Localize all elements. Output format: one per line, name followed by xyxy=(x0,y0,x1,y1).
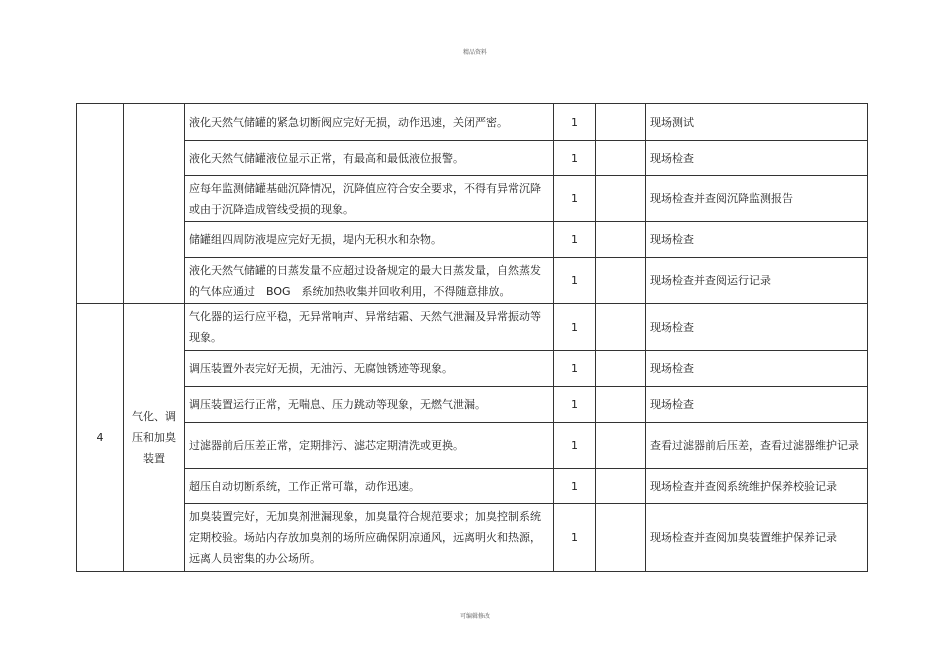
table-row xyxy=(77,176,868,222)
footer-note: 可编辑修改 xyxy=(459,613,490,620)
requirement-cell: 加臭装置完好，无加臭剂泄漏现象，加臭量符合规范要求；加臭控制系统定期校验。场站内存放加臭剂的场所应确保阴凉通风，远离明火和热源，远离人员密集的办公场所。 xyxy=(185,504,554,572)
table-row xyxy=(77,351,868,387)
requirement-cell: 气化器的运行应平稳，无异常响声、异常结霜、天然气泄漏及异常振动等现象。 xyxy=(185,304,554,351)
inspection-table xyxy=(76,103,868,572)
requirement-cell: 过滤器前后压差正常，定期排污、滤芯定期清洗或更换。 xyxy=(185,423,554,469)
requirement-cell: 调压装置外表完好无损，无油污、无腐蚀锈迹等现象。 xyxy=(185,351,554,387)
table-row xyxy=(77,469,868,504)
score-cell: 1 xyxy=(554,104,596,141)
requirement-cell: 液化天然气储罐的日蒸发量不应超过设备规定的最大日蒸发量，自然蒸发的气体应通过 BOG 系统加热收集并回收利用，不得随意排放。 xyxy=(185,258,554,304)
score-cell: 1 xyxy=(554,423,596,469)
requirement-cell: 应每年监测储罐基础沉降情况，沉降值应符合安全要求，不得有异常沉降或由于沉降造成管线受损的现象。 xyxy=(185,176,554,222)
table-row xyxy=(77,387,868,423)
table-row xyxy=(77,141,868,176)
method-cell: 现场检查并查阅加臭装置维护保养记录 xyxy=(646,504,868,572)
score-cell: 1 xyxy=(554,304,596,351)
table-row xyxy=(77,222,868,258)
blank-cell xyxy=(596,504,646,572)
item-number-cell: 4 xyxy=(77,304,124,572)
header-note: 精品资料 xyxy=(462,49,487,56)
requirement-cell: 调压装置运行正常，无喘息、压力跳动等现象，无燃气泄漏。 xyxy=(185,387,554,423)
requirement-cell: 储罐组四周防液堤应完好无损，堤内无积水和杂物。 xyxy=(185,222,554,258)
method-cell: 现场测试 xyxy=(646,104,868,141)
blank-cell xyxy=(596,104,646,141)
table-row xyxy=(77,504,868,572)
score-cell: 1 xyxy=(554,176,596,222)
requirement-cell: 液化天然气储罐液位显示正常，有最高和最低液位报警。 xyxy=(185,141,554,176)
method-cell: 现场检查并查阅运行记录 xyxy=(646,258,868,304)
table-row xyxy=(77,258,868,304)
blank-cell xyxy=(596,141,646,176)
method-cell: 现场检查 xyxy=(646,304,868,351)
blank-cell xyxy=(596,351,646,387)
blank-cell xyxy=(596,304,646,351)
score-cell: 1 xyxy=(554,504,596,572)
method-cell: 现场检查 xyxy=(646,387,868,423)
method-cell: 现场检查 xyxy=(646,351,868,387)
method-cell: 现场检查 xyxy=(646,141,868,176)
item-area-cell: 气化、调压和加臭装置 xyxy=(124,304,185,572)
blank-cell xyxy=(596,387,646,423)
method-cell: 现场检查并查阅沉降监测报告 xyxy=(646,176,868,222)
score-cell: 1 xyxy=(554,222,596,258)
blank-cell xyxy=(596,423,646,469)
item-number-cell xyxy=(77,104,124,304)
requirement-cell: 超压自动切断系统，工作正常可靠，动作迅速。 xyxy=(185,469,554,504)
blank-cell xyxy=(596,258,646,304)
item-area-cell xyxy=(124,104,185,304)
method-cell: 现场检查 xyxy=(646,222,868,258)
table-row xyxy=(77,423,868,469)
requirement-cell: 液化天然气储罐的紧急切断阀应完好无损，动作迅速，关闭严密。 xyxy=(185,104,554,141)
score-cell: 1 xyxy=(554,387,596,423)
blank-cell xyxy=(596,176,646,222)
blank-cell xyxy=(596,469,646,504)
score-cell: 1 xyxy=(554,469,596,504)
score-cell: 1 xyxy=(554,258,596,304)
table-row xyxy=(77,304,868,351)
method-cell: 现场检查并查阅系统维护保养校验记录 xyxy=(646,469,868,504)
table-row xyxy=(77,104,868,141)
score-cell: 1 xyxy=(554,141,596,176)
blank-cell xyxy=(596,222,646,258)
score-cell: 1 xyxy=(554,351,596,387)
method-cell: 查看过滤器前后压差，查看过滤器维护记录 xyxy=(646,423,868,469)
